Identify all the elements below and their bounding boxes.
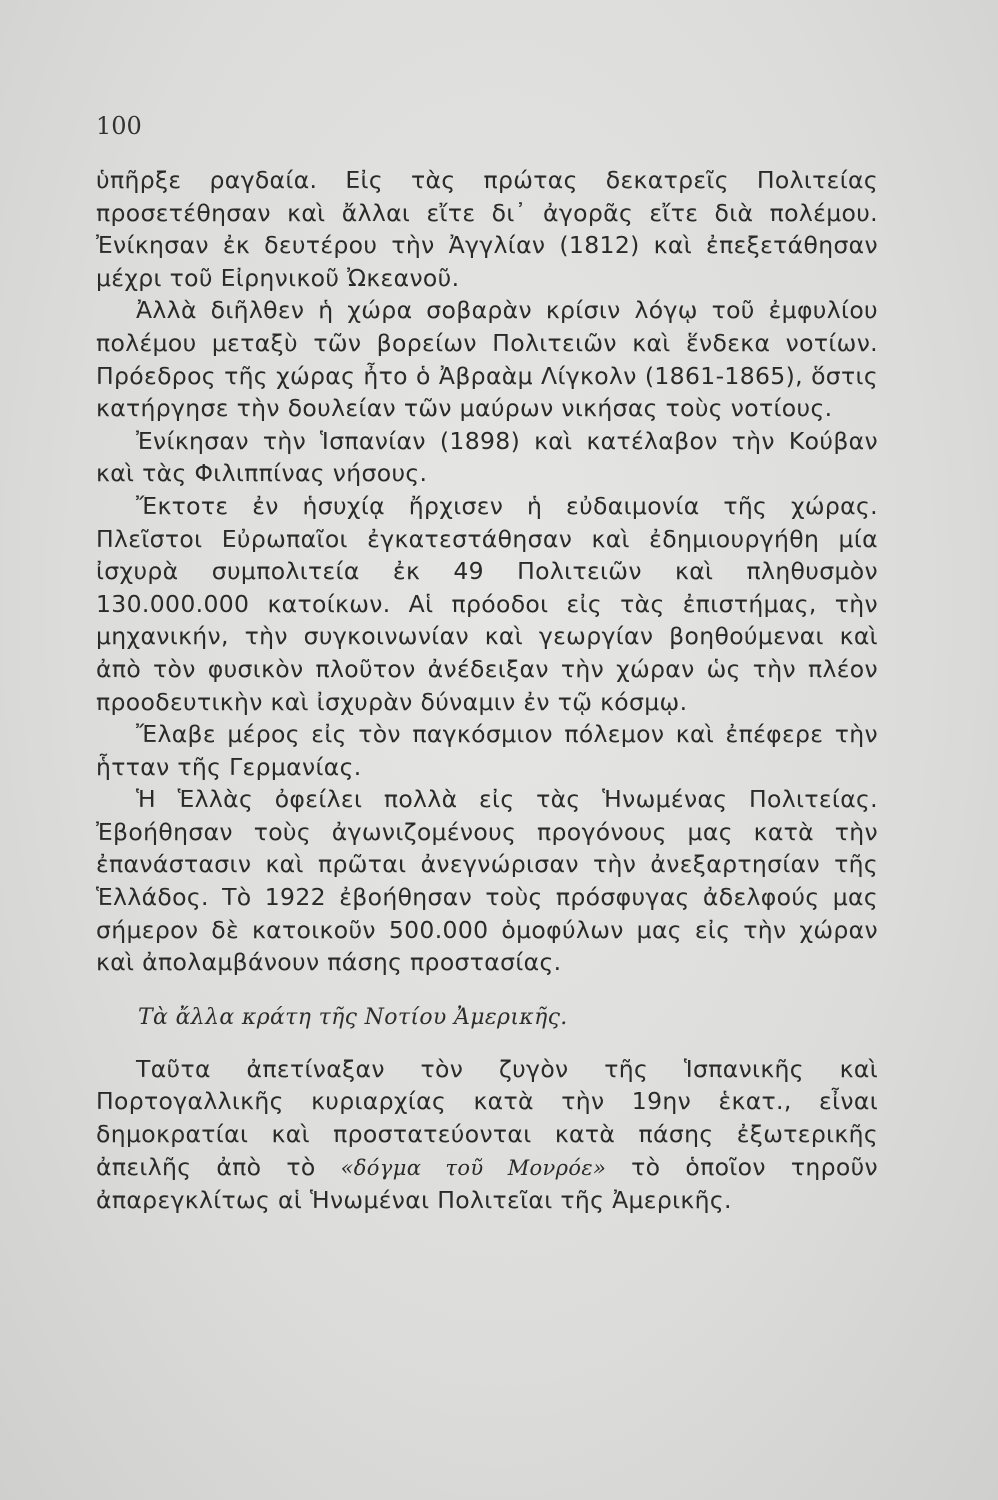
paragraph-7	[96, 1053, 878, 1217]
paragraph-7-text-after: τὸ ὁποῖον τηροῦν ἀπαρεγκλίτως αἱ Ἡνωμέναι Πολιτεῖαι τῆς Ἀμερικῆς.	[96, 1152, 878, 1215]
paragraph-3: Ἐνίκησαν τὴν Ἱσπανίαν (1898) καὶ κατέλαβον τὴν Κούβαν καὶ τὰς Φιλιππίνας νήσους.	[96, 426, 878, 488]
paragraph-5: Ἔλαβε μέρος εἰς τὸν παγκόσμιον πόλεμον καὶ ἐπέφερε τὴν ἧτταν τῆς Γερμανίας.	[96, 720, 878, 781]
monroe-doctrine-quote: «δόγμα τοῦ Μονρόε»	[340, 1155, 607, 1180]
page-number: 100	[96, 112, 142, 140]
section-heading: Τὰ ἄλλα κράτη τῆς Νοτίου Ἀμερικῆς.	[138, 1004, 568, 1030]
body-text	[96, 164, 878, 1217]
paragraph-7-text-before: Ταῦτα ἀπετίναξαν τὸν ζυγὸν τῆς Ἱσπανικῆς καὶ Πορτογαλλικῆς κυριαρχίας κατὰ τὴν 19ην ἑκατ., εἶναι δημοκρατίαι καὶ προστατεύονται κατὰ πάσης ἐξωτερικῆς ἀπειλῆς ἀπὸ τὸ	[96, 1054, 878, 1181]
paragraph-6: Ἡ Ἑλλὰς ὀφείλει πολλὰ εἰς τὰς Ἡνωμένας Πολιτείας. Ἐβοήθησαν τοὺς ἀγωνιζομένους προγόνους μας κατὰ τὴν ἐπανάστασιν καὶ πρῶται ἀνεγνώρισαν τὴν ἀνεξαρτησίαν τῆς Ἑλλάδος. Τὸ 1922 ἐβοήθησαν τοὺς πρόσφυγας ἀδελφούς μας σήμερον δὲ κατοικοῦν 500.000 ὁμοφύλων μας εἰς τὴν χώραν καὶ ἀπολαμβάνουν πάσης προστασίας.	[96, 785, 878, 977]
paragraph-4: Ἔκτοτε ἐν ἡσυχίᾳ ἤρχισεν ἡ εὐδαιμονία τῆς χώρας. Πλεῖστοι Εὐρωπαῖοι ἐγκατεστάθησαν καὶ ἐδημιουργήθη μία ἰσχυρὰ συμπολιτεία ἐκ 49 Πολιτειῶν καὶ πληθυσμὸν 130.000.000 κατοίκων. Αἱ πρόοδοι εἰς τὰς ἐπιστήμας, τὴν μηχανικήν, τὴν συγκοινωνίαν καὶ γεωργίαν βοηθούμεναι καὶ ἀπὸ τὸν φυσικὸν πλοῦτον ἀνέδειξαν τὴν χώραν ὡς τὴν πλέον προοδευτικὴν καὶ ἰσχυρὰν δύναμιν ἐν τῷ κόσμῳ.	[96, 491, 878, 716]
paragraph-2: Ἀλλὰ διῆλθεν ἡ χώρα σοβαρὰν κρίσιν λόγῳ τοῦ ἐμφυλίου πολέμου μεταξὺ τῶν βορείων Πολιτειῶν καὶ ἕνδεκα νοτίων. Πρόεδρος τῆς χώρας ἦτο ὁ Ἀβραὰμ Λίγκολν (1861-1865), ὅστις κατήργησε τὴν δουλείαν τῶν μαύρων νικήσας τοὺς νοτίους.	[96, 296, 878, 423]
paragraph-1: ὑπῆρξε ραγδαία. Εἰς τὰς πρώτας δεκατρεῖς Πολιτείας προσετέθησαν καὶ ἄλλαι εἴτε δι᾿ ἀγορᾶς εἴτε διὰ πολέμου. Ἐνίκησαν ἐκ δευτέρου τὴν Ἀγγλίαν (1812) καὶ ἐπεξετάθησαν μέχρι τοῦ Εἰρηνικοῦ Ὠκεανοῦ.	[96, 166, 878, 292]
